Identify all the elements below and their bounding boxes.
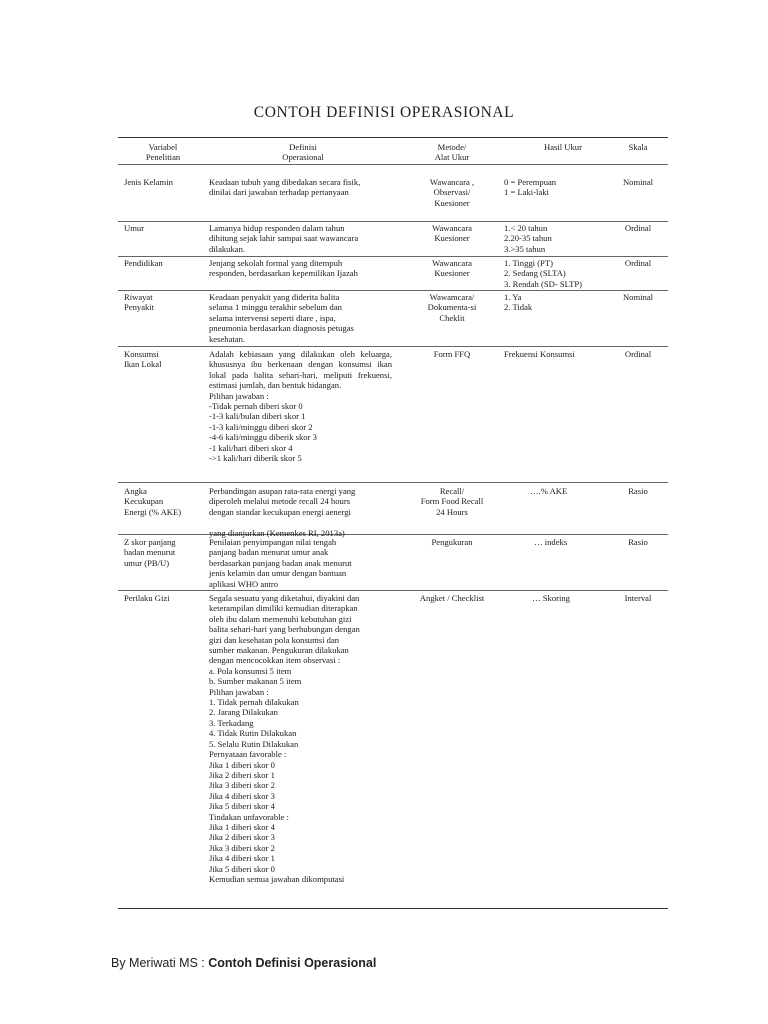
table-row <box>118 165 668 222</box>
cell-skala: Interval <box>624 593 652 603</box>
cell-metode: Pengukuran <box>431 537 473 547</box>
cell-hasil-ukur: 0 = Perempuan 1 = Laki-laki <box>504 177 557 198</box>
cell-definisi: Keadaan penyakit yang diderita balita selama 1 minggu terakhir sebelum dan selama intervensi seperti diare , ispa, pneumonia berdasarkan diagnosis petugas kesehatan. <box>209 292 354 344</box>
definition-table <box>118 137 668 909</box>
cell-definisi: Segala sesuatu yang diketahui, diyakini dan keterampilan dimiliki kemudian diterapkan oleh ibu dalam memenuhi kebutuhan gizi balita sehari-hari yang berhubungan dengan gizi dan kesehatan pola konsumsi dan sumber makanan. Pengukuran dilakukan dengan mencocokkan item observasi : a. Pola konsumsi 5 item b. Sumber makanan 5 item Pilihan jawaban : 1. Tidak pernah dilakukan 2. Jarang Dilakukan 3. Terkadang 4. Tidak Rutin Dilakukan 5. Selalu Rutin Dilakukan Pernyataan favorable : Jika 1 diberi skor 0 Jika 2 diberi skor 1 Jika 3 diberi skor 2 Jika 4 diberi skor 3 Jika 5 diberi skor 4 Tindakan unfavorable : Jika 1 diberi skor 4 Jika 2 diberi skor 3 Jika 3 diberi skor 2 Jika 4 diberi skor 1 Jika 5 diberi skor 0 Kemudian semua jawaban dikomputasi <box>209 593 360 884</box>
cell-definisi: Keadaan tubuh yang dibedakan secara fisik, dinilai dari jawaban terhadap pertanyaan <box>209 177 361 198</box>
cell-hasil-ukur: 1.< 20 tahun 2.20-35 tahun 3.>35 tahun <box>504 223 552 254</box>
cell-variabel: Angka Kecukupan Energi (% AKE) <box>124 486 182 517</box>
cell-variabel: Konsumsi Ikan Lokal <box>124 349 162 370</box>
cell-variabel: Umur <box>124 223 145 233</box>
table-row <box>118 222 668 257</box>
table-row <box>118 591 668 907</box>
cell-skala: Ordinal <box>624 258 652 268</box>
cell-metode: Wawamcara/ Dokumenta-si Cheklit <box>427 292 477 323</box>
cell-hasil-ukur: ….% AKE <box>530 486 568 496</box>
header-skala: Skala <box>628 142 648 152</box>
table-row <box>118 535 668 591</box>
cell-skala: Rasio <box>628 486 648 496</box>
cell-skala: Nominal <box>622 177 654 187</box>
cell-definisi: Lamanya hidup responden dalam tahun dihitung sejak lahir sampai saat wawancara dilakukan. <box>209 223 359 254</box>
cell-skala: Ordinal <box>624 349 652 359</box>
cell-metode: Angket / Checklist <box>419 593 485 603</box>
header-variabel: Variabel Penelitian <box>145 142 181 163</box>
table-row <box>118 257 668 291</box>
footer-credit <box>111 956 376 970</box>
cell-variabel: Pendidikan <box>124 258 163 268</box>
footer-document-name: Contoh Definisi Operasional <box>208 956 377 970</box>
cell-variabel: Z skor panjang badan menurut umur (PB/U) <box>124 537 176 568</box>
cell-variabel: Perilaku Gizi <box>124 593 170 603</box>
footer-author: By Meriwati MS : <box>111 956 209 970</box>
cell-hasil-ukur: … Skoring <box>532 593 570 603</box>
cell-definisi: Perbandingan asupan rata-rata energi yang diperoleh melalui metode recall 24 hours dengan standar kecukupan energi aenergi yang dianjurkan (Kemenkes RI, 2013a) <box>209 486 356 538</box>
document-title: CONTOH DEFINISI OPERASIONAL <box>253 104 515 121</box>
table-row <box>118 347 668 483</box>
cell-hasil-ukur: 1. Ya 2. Tidak <box>504 292 533 313</box>
cell-variabel: Jenis Kelamin <box>124 177 173 187</box>
table-row <box>118 483 668 538</box>
cell-definisi: Penilaian penyimpangan nilai tengah panjang badan menurut umur anak berdasarkan panjang badan anak menurut jenis kelamin dan umur dengan bantuan aplikasi WHO antro <box>209 537 352 589</box>
cell-metode: Wawancara Kuesioner <box>432 258 472 279</box>
cell-variabel: Riwayat Penyakit <box>124 292 155 313</box>
cell-skala: Nominal <box>622 292 654 302</box>
cell-skala: Rasio <box>628 537 648 547</box>
cell-hasil-ukur: Frekuensi Konsumsi <box>504 349 575 359</box>
cell-metode: Wawancara Kuesioner <box>432 223 472 244</box>
cell-skala: Ordinal <box>624 223 652 233</box>
header-metode: Metode/ Alat Ukur <box>434 142 470 163</box>
cell-hasil-ukur: 1. Tinggi (PT) 2. Sedang (SLTA) 3. Rendah (SD- SLTP) <box>504 258 582 289</box>
table-row <box>118 291 668 347</box>
cell-metode: Wawancara , Observasi/ Kuesioner <box>429 177 475 208</box>
table-header-row <box>118 138 668 165</box>
cell-metode: Form FFQ <box>433 349 471 359</box>
cell-definisi: Jenjang sekolah formal yang ditempuh responden, berdasarkan kepemilikan Ijazah <box>209 258 358 279</box>
cell-metode: Recall/ Form Food Recall 24 Hours <box>420 486 484 517</box>
cell-definisi: Adalah kebiasaan yang dilakukan oleh keluarga, khususnya ibu berkenaan dengan konsumsi ikan lokal pada balita sehari-hari, meliputi frekuensi, estimasi jumlah, dan bentuk hidangan. Pilihan jawaban : -Tidak pernah diberi skor 0 -1-3 kali/bulan diberi skor 1 -1-3 kali/minggu diberi skor 2 -4-6 kali/minggu diberik skor 3 -1 kali/hari diberi skor 4 ->1 kali/hari diberik skor 5 <box>209 349 392 464</box>
header-definisi: Definisi Operasional <box>282 142 324 163</box>
header-hasil-ukur: Hasil Ukur <box>544 142 582 152</box>
cell-hasil-ukur: … indeks <box>534 537 568 547</box>
